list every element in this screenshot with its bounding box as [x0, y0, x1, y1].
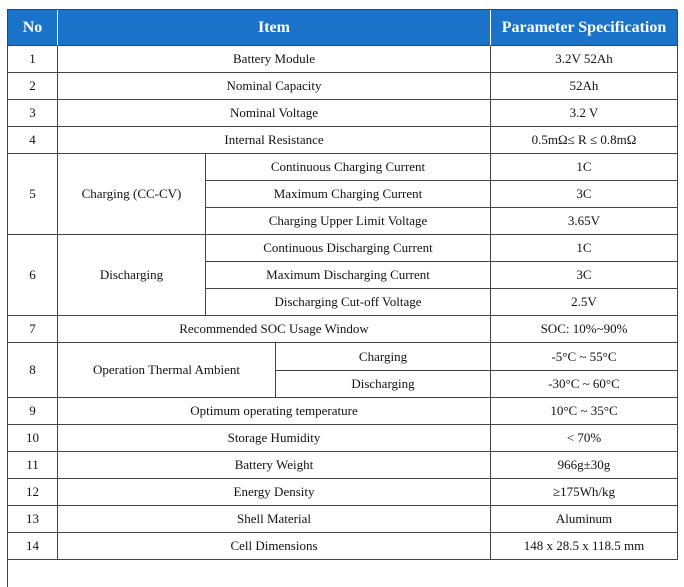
row-6b-item: Maximum Discharging Current	[206, 262, 491, 289]
row-2-item: Nominal Capacity	[58, 73, 491, 100]
row-6-group: Discharging	[58, 235, 206, 316]
row-5c-item: Charging Upper Limit Voltage	[206, 208, 491, 235]
row-8b-value: -30°C ~ 60°C	[491, 371, 678, 398]
row-8a-item: Charging	[276, 343, 491, 371]
header-param: Parameter Specification	[491, 10, 678, 46]
row-8-group: Operation Thermal Ambient	[58, 343, 276, 398]
row-13-no: 13	[8, 506, 58, 533]
row-11-no: 11	[8, 452, 58, 479]
row-5a-item: Continuous Charging Current	[206, 154, 491, 181]
row-10-item: Storage Humidity	[58, 425, 491, 452]
row-7-value: SOC: 10%~90%	[491, 316, 678, 343]
row-5b-item: Maximum Charging Current	[206, 181, 491, 208]
row-2-no: 2	[8, 73, 58, 100]
row-6c-value: 2.5V	[491, 289, 678, 316]
spec-grid	[7, 9, 677, 587]
row-6c-item: Discharging Cut-off Voltage	[206, 289, 491, 316]
row-6-no: 6	[8, 235, 58, 316]
row-9-value: 10°C ~ 35°C	[491, 398, 678, 425]
row-12-item: Energy Density	[58, 479, 491, 506]
row-1-item: Battery Module	[58, 46, 491, 73]
row-4-item: Internal Resistance	[58, 127, 491, 154]
header-item: Item	[58, 10, 491, 46]
row-7-item: Recommended SOC Usage Window	[58, 316, 491, 343]
spec-table	[7, 9, 677, 587]
row-9-no: 9	[8, 398, 58, 425]
row-5b-value: 3C	[491, 181, 678, 208]
row-8a-value: -5°C ~ 55°C	[491, 343, 678, 371]
row-12-no: 12	[8, 479, 58, 506]
row-5c-value: 3.65V	[491, 208, 678, 235]
row-14-no: 14	[8, 533, 58, 560]
row-12-value: ≥175Wh/kg	[491, 479, 678, 506]
row-5-group: Charging (CC-CV)	[58, 154, 206, 235]
row-14-value: 148 x 28.5 x 118.5 mm	[491, 533, 678, 560]
row-2-value: 52Ah	[491, 73, 678, 100]
row-6a-item: Continuous Discharging Current	[206, 235, 491, 262]
row-14-item: Cell Dimensions	[58, 533, 491, 560]
row-13-value: Aluminum	[491, 506, 678, 533]
row-8b-item: Discharging	[276, 371, 491, 398]
row-3-item: Nominal Voltage	[58, 100, 491, 127]
row-4-value: 0.5mΩ≤ R ≤ 0.8mΩ	[491, 127, 678, 154]
row-3-no: 3	[8, 100, 58, 127]
row-11-item: Battery Weight	[58, 452, 491, 479]
row-1-no: 1	[8, 46, 58, 73]
row-4-no: 4	[8, 127, 58, 154]
row-5-no: 5	[8, 154, 58, 235]
row-7-no: 7	[8, 316, 58, 343]
row-5a-value: 1C	[491, 154, 678, 181]
row-8-no: 8	[8, 343, 58, 398]
row-6b-value: 3C	[491, 262, 678, 289]
row-6a-value: 1C	[491, 235, 678, 262]
row-3-value: 3.2 V	[491, 100, 678, 127]
header-no: No	[8, 10, 58, 46]
row-9-item: Optimum operating temperature	[58, 398, 491, 425]
row-10-no: 10	[8, 425, 58, 452]
row-1-value: 3.2V 52Ah	[491, 46, 678, 73]
row-10-value: < 70%	[491, 425, 678, 452]
row-13-item: Shell Material	[58, 506, 491, 533]
row-11-value: 966g±30g	[491, 452, 678, 479]
